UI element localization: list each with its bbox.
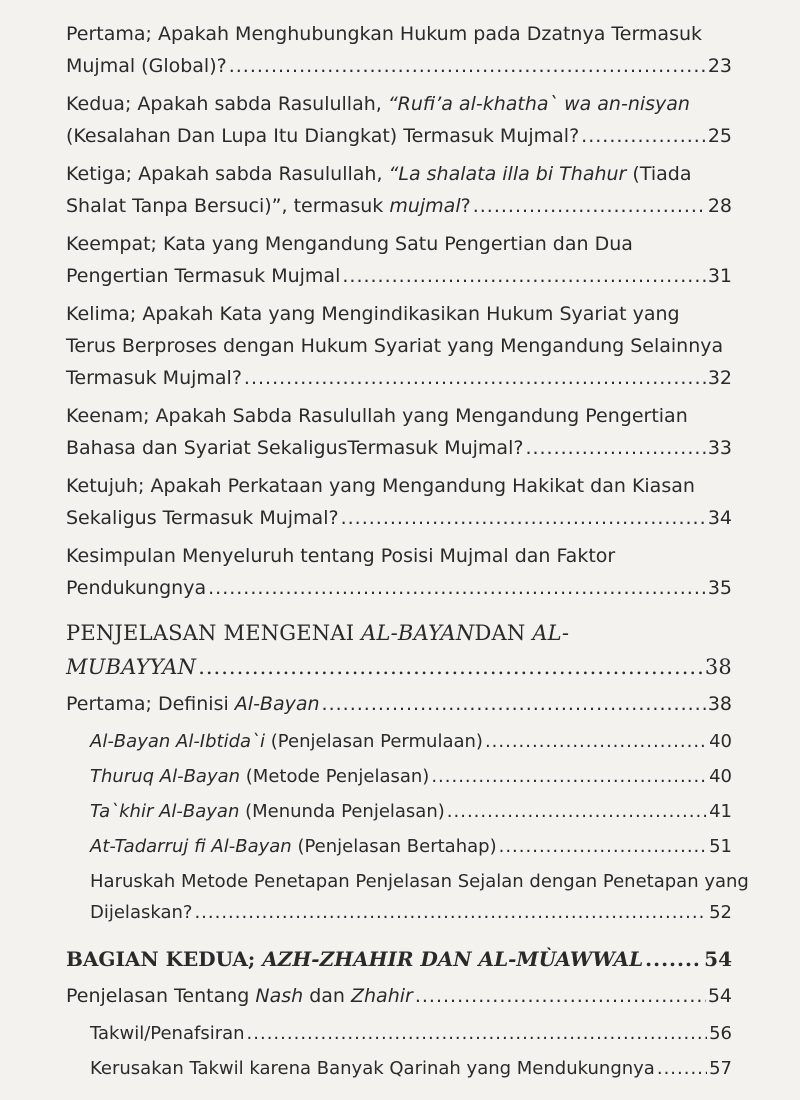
heading-text-italic: AL- — [532, 621, 570, 645]
page-number: 54 — [704, 947, 732, 971]
toc-subentry-kerusakan-takwil[interactable] — [90, 1053, 732, 1084]
heading-text-part: PENJELASAN MENGENAI — [66, 621, 362, 645]
entry-text — [90, 796, 445, 827]
page-number: 25 — [707, 125, 732, 147]
entry-text-italic: Al-Bayan Al-Ibtida`i — [90, 731, 266, 752]
entry-text: Keenam; Apakah Sabda Rasulullah yang Mengandung Pengertian — [66, 405, 688, 427]
entry-text — [66, 88, 732, 120]
page-number: 41 — [709, 801, 732, 822]
entry-text: (Kesalahan Dan Lupa Itu Diangkat) Termasuk Mujmal? — [66, 125, 580, 147]
page-number: 28 — [707, 195, 732, 217]
toc-heading-bagian-kedua[interactable] — [66, 942, 732, 976]
entry-text-part: (Metode Penjelasan) — [240, 766, 430, 787]
page-number: 54 — [707, 985, 732, 1007]
dot-leader — [525, 432, 705, 464]
heading-text-part: DAN — [474, 621, 533, 645]
page-number: 34 — [707, 507, 732, 529]
dot-leader — [431, 761, 707, 792]
entry-text: Pertama; Apakah Menghubungkan Hukum pada Dzatnya Termasuk — [66, 23, 703, 45]
dot-leader — [485, 726, 707, 757]
entry-text-part: Penjelasan Tentang — [66, 985, 256, 1007]
toc-entry-keenam[interactable] — [66, 400, 732, 464]
entry-text: Pengertian Termasuk Mujmal — [66, 265, 341, 287]
toc-entry-keempat[interactable] — [66, 228, 732, 292]
entry-text — [66, 980, 413, 1012]
entry-text: Terus Berproses dengan Hukum Syariat yang Mengandung Selainnya — [66, 335, 724, 357]
dot-leader — [194, 897, 707, 928]
page-number: 38 — [707, 693, 732, 715]
table-of-contents — [66, 18, 749, 1088]
entry-text-italic: Ta`khir Al-Bayan — [90, 801, 240, 822]
entry-text-part: (Tiada — [626, 163, 692, 185]
toc-entry-kesimpulan[interactable] — [66, 540, 732, 604]
toc-subentry-takwil[interactable] — [90, 1018, 732, 1049]
entry-text-italic: “La shalata illa bi Thahur — [388, 163, 627, 185]
entry-text-part: Kedua; Apakah sabda Rasulullah, — [66, 93, 388, 115]
toc-entry-kelima[interactable] — [66, 298, 732, 394]
entry-text: Kelima; Apakah Kata yang Mengindikasikan Hukum Syariat yang — [66, 303, 680, 325]
toc-entry-definisi-al-bayan[interactable] — [66, 688, 732, 720]
toc-entry-kedua-rufia[interactable] — [66, 88, 732, 152]
entry-text-part: Shalat Tanpa Bersuci)”, termasuk — [66, 195, 390, 217]
page-number: 35 — [707, 577, 732, 599]
dot-leader — [447, 796, 707, 827]
page-number: 52 — [709, 902, 732, 923]
dot-leader — [208, 572, 706, 604]
entry-text: Haruskah Metode Penetapan Penjelasan Sejalan dengan Penetapan yang — [90, 871, 749, 892]
page-number: 56 — [709, 1023, 732, 1044]
dot-leader — [198, 650, 703, 684]
entry-text-italic: Al-Bayan — [234, 693, 320, 715]
entry-text: Bahasa dan Syariat SekaligusTermasuk Mujmal? — [66, 437, 524, 459]
entry-text-part: Pertama; Definisi — [66, 693, 235, 715]
entry-text — [66, 688, 320, 720]
page-number: 40 — [709, 731, 732, 752]
dot-leader — [645, 942, 702, 976]
dot-leader — [415, 980, 706, 1012]
toc-entry-ketiga-la-shalata[interactable] — [66, 158, 732, 222]
entry-text-italic: At-Tadarruj fi Al-Bayan — [90, 836, 292, 857]
dot-leader — [342, 260, 705, 292]
entry-text — [90, 761, 429, 792]
heading-text — [66, 616, 732, 650]
entry-text-italic: Zhahir — [351, 985, 413, 1007]
dot-leader — [244, 362, 706, 394]
heading-text-part: BAGIAN KEDUA; — [66, 947, 263, 971]
toc-entry-pertama-dzatnya[interactable] — [66, 18, 732, 82]
dot-leader — [657, 1053, 707, 1084]
page-number: 32 — [707, 367, 732, 389]
entry-text: Kerusakan Takwil karena Banyak Qarinah yang Mendukungnya — [90, 1058, 655, 1079]
page-number: 57 — [709, 1058, 732, 1079]
entry-text-part: Ketiga; Apakah sabda Rasulullah, — [66, 163, 389, 185]
page-number: 40 — [709, 766, 732, 787]
toc-subentry-thuruq-al-bayan[interactable] — [90, 761, 732, 792]
toc-subentry-haruskah[interactable] — [90, 866, 749, 928]
entry-text-part: (Menunda Penjelasan) — [239, 801, 445, 822]
page-number: 38 — [704, 655, 732, 679]
toc-entry-nash-zhahir[interactable] — [66, 980, 732, 1012]
entry-text: Keempat; Kata yang Mengandung Satu Pengertian dan Dua — [66, 233, 633, 255]
entry-text — [66, 190, 471, 222]
entry-text: Termasuk Mujmal? — [66, 367, 242, 389]
toc-entry-ketujuh[interactable] — [66, 470, 732, 534]
entry-text: Pendukungnya — [66, 577, 207, 599]
heading-text-italic: AZH-ZHAHIR DAN AL-MÙAWWAL — [262, 947, 644, 971]
entry-text-italic: mujmal — [389, 195, 461, 217]
entry-text: Mujmal (Global)? — [66, 55, 227, 77]
page-number: 23 — [707, 55, 732, 77]
entry-text: Dijelaskan? — [90, 902, 193, 923]
entry-text — [90, 726, 483, 757]
entry-text-part: dan — [303, 985, 351, 1007]
entry-text-italic: Nash — [255, 985, 304, 1007]
dot-leader — [499, 831, 707, 862]
dot-leader — [581, 120, 706, 152]
entry-text-part: (Penjelasan Permulaan) — [265, 731, 483, 752]
dot-leader — [473, 190, 706, 222]
toc-subentry-takhir-al-bayan[interactable] — [90, 796, 732, 827]
entry-text-italic: “Rufi’a al-khatha` wa an-nisyan — [387, 93, 690, 115]
entry-text-part: ? — [460, 195, 471, 217]
dot-leader — [229, 50, 706, 82]
entry-text: Kesimpulan Menyeluruh tentang Posisi Mujmal dan Faktor — [66, 545, 616, 567]
page-number: 31 — [707, 265, 732, 287]
entry-text-part: (Penjelasan Bertahap) — [291, 836, 497, 857]
entry-text: Sekaligus Termasuk Mujmal? — [66, 507, 339, 529]
page-number: 33 — [707, 437, 732, 459]
dot-leader — [341, 502, 706, 534]
dot-leader — [247, 1018, 708, 1049]
entry-text: Takwil/Penafsiran — [90, 1023, 245, 1044]
heading-text-italic: AL-BAYAN — [361, 621, 475, 645]
toc-subentry-at-tadarruj[interactable] — [90, 831, 732, 862]
entry-text — [66, 158, 732, 190]
heading-text-italic: MUBAYYAN — [66, 655, 197, 679]
toc-heading-penjelasan-al-bayan[interactable] — [66, 616, 732, 684]
heading-text — [66, 942, 643, 976]
entry-text: Ketujuh; Apakah Perkataan yang Mengandung Hakikat dan Kiasan — [66, 475, 695, 497]
entry-text — [90, 831, 497, 862]
entry-text-italic: Thuruq Al-Bayan — [90, 766, 241, 787]
page-number: 51 — [709, 836, 732, 857]
dot-leader — [322, 688, 706, 720]
toc-subentry-al-bayan-al-ibtidai[interactable] — [90, 726, 732, 757]
